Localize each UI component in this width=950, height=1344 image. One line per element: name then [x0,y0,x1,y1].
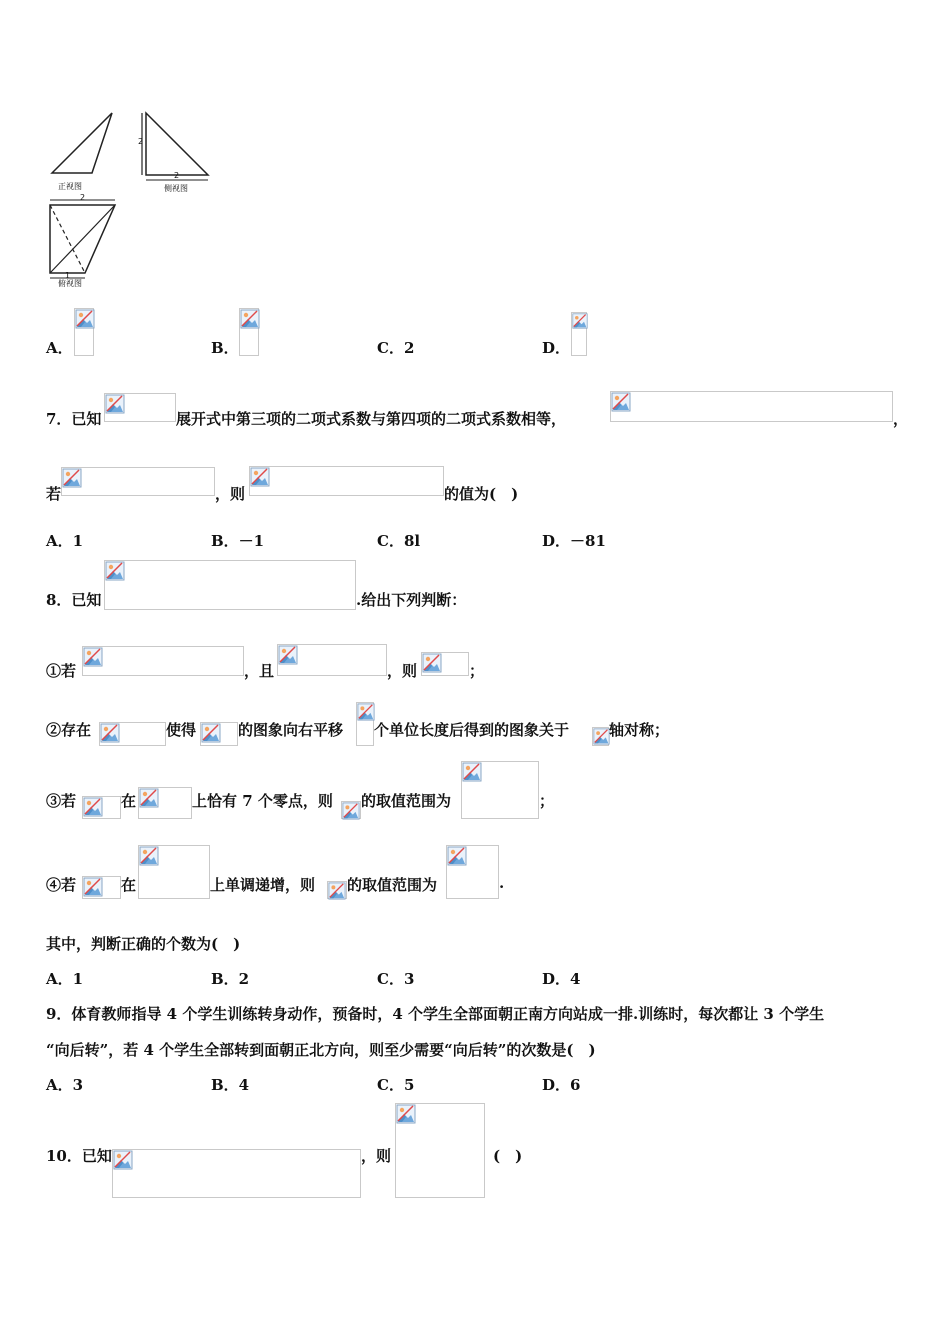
q8-s2-expr-3 [356,702,374,746]
q6-option-c[interactable]: C．2 [377,339,415,357]
q8-s2-expr-4 [592,727,609,746]
broken-image-icon [240,309,260,329]
broken-image-icon [83,647,103,667]
q8-conclusion: 其中，判断正确的个数为( ) [46,935,241,953]
q8-s2-text-2: 使得 [166,721,197,739]
broken-image-icon [572,313,588,329]
q8-s3-text-2: 在 [121,792,137,810]
q8-s3-expr-2 [138,787,192,819]
broken-image-icon [278,645,298,665]
q7-text-4: 若 [46,485,62,503]
q7-text-5: ，则 [215,485,246,503]
q10-expr-2 [395,1103,485,1198]
side-view-label: 侧视图 [164,184,188,193]
q8-s1-text-1: ①若 [46,662,77,680]
broken-image-icon [75,309,95,329]
q7-expr-2 [610,391,893,422]
q8-s4-text-1: ④若 [46,876,77,894]
q9-option-b[interactable]: B．4 [211,1076,250,1094]
q8-s3-text-3: 上恰有 7 个零点，则 [192,792,333,810]
q6-option-a[interactable]: A． [46,339,73,357]
q8-s2-expr-1 [99,722,166,746]
broken-image-icon [593,728,610,745]
broken-image-icon [201,723,221,743]
side-view-shape [146,113,208,175]
broken-image-icon [83,797,103,817]
q8-s3-expr-3 [341,801,361,819]
q8-s1-text-2: ，且 [244,662,275,680]
q7-expr-1 [104,393,176,422]
top-width-label: 2 [80,193,86,202]
side-height-label: 2 [138,137,144,146]
broken-image-icon [62,468,82,488]
q8-s3-text-5: ； [539,792,555,810]
broken-image-icon [139,788,159,808]
broken-image-icon [422,653,442,673]
q6-option-b-image [239,308,259,356]
q9-option-c[interactable]: C．5 [377,1076,415,1094]
top-bottom-label: 1 [65,271,71,280]
broken-image-icon [611,392,631,412]
q8-s1-text-3: ，则 [387,662,418,680]
three-view-figure [40,105,230,290]
q9-option-d[interactable]: D．6 [542,1076,581,1094]
three-view-drawing [40,105,230,290]
q6-option-a-image [74,308,94,356]
q6-option-d[interactable]: D． [542,339,571,357]
q10-text-3: ( ) [493,1147,523,1165]
broken-image-icon [447,846,467,866]
q6-option-b[interactable]: B． [211,339,239,357]
q8-s4-text-5: . [499,874,505,892]
q8-s3-expr-1 [82,796,121,819]
q7-text-2: 展开式中第三项的二项式系数与第四项的二项式系数相等， [176,410,567,428]
q8-s2-text-3: 的图象向右平移 [238,721,344,739]
q9-text-1: 9．体育教师指导 4 个学生训练转身动作，预备时，4 个学生全部面朝正南方向站成一排.训练时，每次都让 3 个学生 [46,1005,825,1023]
q7-expr-3 [61,467,215,496]
broken-image-icon [113,1150,133,1170]
q9-option-a[interactable]: A．3 [46,1076,84,1094]
q8-stem-1: 8．已知 [46,591,102,609]
q7-text-3: ， [893,410,909,428]
broken-image-icon [250,467,270,487]
q8-s3-text-4: 的取值范围为 [361,792,452,810]
q6-option-d-image [571,312,587,356]
broken-image-icon [105,561,125,581]
q8-s4-expr-4 [446,845,499,899]
q10-text-1: 10．已知 [46,1147,112,1165]
broken-image-icon [139,846,159,866]
q9-text-2: “向后转”，若 4 个学生全部转到面朝正北方向，则至少需要“向后转”的次数是( ) [46,1041,596,1059]
broken-image-icon [462,762,482,782]
broken-image-icon [100,723,120,743]
q8-s4-text-4: 的取值范围为 [347,876,438,894]
broken-image-icon [328,882,346,900]
top-view-label: 俯视图 [58,279,82,288]
q8-s4-text-2: 在 [121,876,137,894]
q8-s4-expr-1 [82,876,121,899]
q8-s3-expr-4 [461,761,539,819]
q7-option-b[interactable]: B．－1 [211,532,265,550]
q8-s1-expr-2 [277,644,387,676]
front-view-shape [52,113,112,173]
q8-option-b[interactable]: B．2 [211,970,250,988]
q8-s1-expr-3 [421,652,469,676]
q7-text-1: 7．已知 [46,410,102,428]
front-view-label: 正视图 [58,182,82,191]
broken-image-icon [342,802,360,820]
q8-s4-expr-2 [138,845,210,899]
q8-s3-text-1: ③若 [46,792,77,810]
q7-option-c[interactable]: C．8l [377,532,421,550]
q7-option-a[interactable]: A．1 [46,532,84,550]
q8-s1-text-4: ； [469,662,485,680]
q7-option-d[interactable]: D．－81 [542,532,606,550]
q8-stem-2: .给出下列判断： [356,591,467,609]
broken-image-icon [396,1104,416,1124]
q8-option-a[interactable]: A．1 [46,970,84,988]
q7-text-6: 的值为( ) [444,485,519,503]
broken-image-icon [105,394,125,414]
q8-expr-f [104,560,356,610]
q10-text-2: ，则 [361,1147,392,1165]
q8-s2-expr-2 [200,722,238,746]
q8-s4-expr-3 [327,881,347,899]
q8-s2-text-1: ②存在 [46,721,92,739]
q8-s4-text-3: 上单调递增，则 [210,876,316,894]
q8-s1-expr-1 [82,646,244,676]
broken-image-icon [357,703,375,721]
q8-s2-text-4: 个单位长度后得到的图象关于 [374,721,570,739]
broken-image-icon [83,877,103,897]
q8-s2-text-5: 轴对称； [609,721,670,739]
q8-option-d[interactable]: D．4 [542,970,581,988]
side-width-label: 2 [174,171,180,180]
q7-expr-4 [249,466,444,496]
q8-option-c[interactable]: C．3 [377,970,415,988]
q10-expr-1 [112,1149,361,1198]
